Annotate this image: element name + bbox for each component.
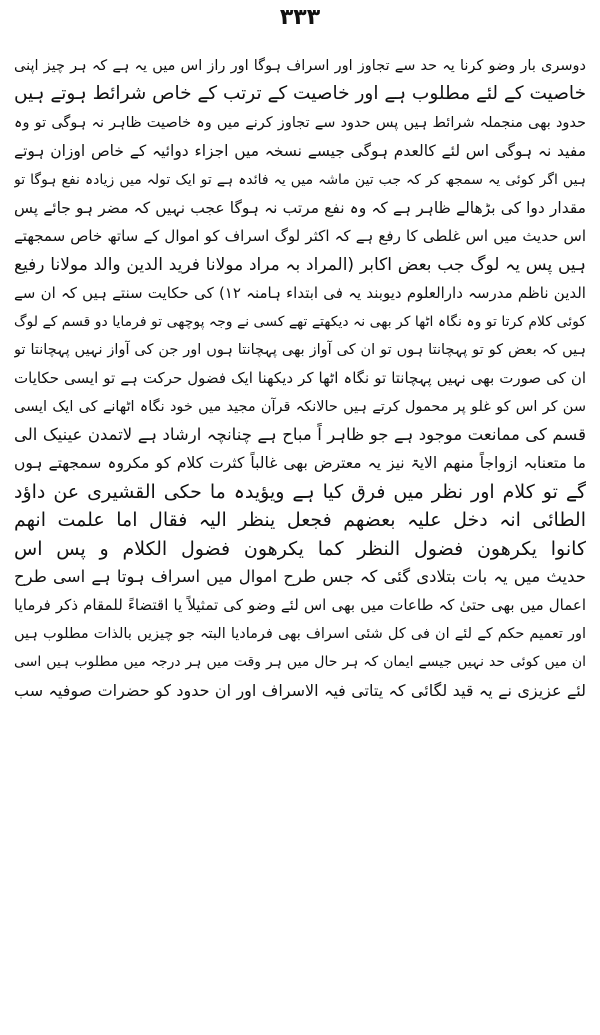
text-line: اس حدیث میں اس غلطی کا رفع ہے کہ اکثر لوگ اسراف کو اموال کے ساتھ خاص سمجھتے	[14, 227, 586, 246]
text-line: حدود بھی منجملہ شرائط ہیں پس حدود سے تجاوز کرنے میں وہ خاصیت ظاہر نہ ہوگی تو وہ	[14, 114, 586, 131]
text-line: خاصیت کے لئے مطلوب ہے اور خاصیت کے ترتب کے خاص شرائط ہوتے ہیں	[14, 83, 586, 105]
text-line: دوسری بار وضو کرنا یہ حد سے تجاوز اور اسراف ہوگا اور راز اس میں یہ ہے کہ ہر چیز اپنی	[14, 58, 586, 74]
text-line: ان کی صورت بھی نہیں پہچانتا تو نگاہ اٹھا کر دیکھنا ایک فضول حرکت ہے تو ایسی حکایات	[14, 369, 586, 388]
text-line: ہیں اگر کوئی یہ سمجھ کر کہ جب تین ماشہ میں یہ فائدہ ہے تو ایک تولہ میں زیادہ نفع ہوگا تو	[14, 171, 586, 188]
text-line: ہیں پس یہ لوگ جب بعض اکابر (المراد بہ مراد مولانا فرید الدین والد مولانا رفیع	[14, 254, 586, 275]
text-line: سن کر اس کو غلو پر محمول کرتے ہیں حالانکہ قرآن مجید میں خود نگاہ اٹھانے کی ایک ایسی	[14, 398, 586, 415]
text-line: گے تو کلام اور نظر میں فرق کیا ہے ویؤیدہ ما حکی القشیری عن داؤد	[14, 480, 586, 503]
text-line: مقدار دوا کی بڑھالے ظاہر ہے کہ وہ نفع مرتب نہ ہوگا عجب نہیں کہ مضر ہو جائے پس	[14, 198, 586, 217]
text-line: الدین ناظم مدرسہ دارالعلوم دیوبند یہ فی ابتداء ہامنہ ۱۲) کی حکایت سنتے ہیں کہ ان سے	[14, 284, 586, 303]
page-number: ۳۳۳	[279, 5, 321, 30]
text-line: ہیں کہ بعض کو تو پہچانتا ہوں تو ان کی آواز بھی پہچانتا ہوں اور جن کی آواز نہیں پہچانتا تو	[14, 341, 586, 358]
text-line: الطائی انہ دخل علیہ بعضھم فجعل ینظر الیہ فقال اما علمت انھم	[14, 509, 586, 532]
text-body	[14, 52, 586, 705]
text-line: کوئی کلام کرتا تو وہ نگاہ اٹھا کر بھی نہ دیکھتے تھے کسی نے وجہ پوچھی تو فرمایا دو قسم کے لوگ	[14, 313, 586, 330]
text-line: مفید نہ ہوگی اس لئے کالعدم ہوگی جیسے نسخہ میں اجزاء دوائیہ کے خاص اوزان ہوتے	[14, 142, 586, 161]
text-line: ما متعنابہ ازواجاً منھم الایۃ نیز یہ معترض بھی غالباً کثرت کلام کو مکروہ سمجھتے ہوں	[14, 454, 586, 473]
text-line: ان میں کوئی حد نہیں جیسے ایمان کہ ہر حال میں ہر وقت میں ہر درجہ میں مطلوب ہیں اسی	[14, 654, 586, 671]
text-line: قسم کی ممانعت موجود ہے جو ظاہر اً مباح ہے چنانچہ ارشاد ہے لاتمدن عینیک الی	[14, 425, 586, 445]
text-line: کانوا یکرھون فضول النظر کما یکرھون فضول الکلام و پس اس	[14, 537, 586, 560]
text-line: اعمال میں بھی حتیٰ کہ طاعات میں بھی اس لئے وضو کی تمثیلاً یا اقتضاءً للمقام ذکر فرمایا	[14, 596, 586, 615]
text-line: لئے عزیزی نے یہ قید لگائی کہ یتاتی فیہ الاسراف اور ان حدود کو حضرات صوفیہ سب	[14, 680, 586, 700]
text-line: حدیث میں یہ بات بتلادی گئی کہ جس طرح اموال میں اسراف ہوتا ہے اسی طرح	[14, 567, 586, 587]
text-line: اور تعمیم حکم کے لئے ان فی کل شئی اسراف بھی فرمادیا البتہ جو چیزیں بالذات مطلوب ہیں	[14, 625, 586, 642]
